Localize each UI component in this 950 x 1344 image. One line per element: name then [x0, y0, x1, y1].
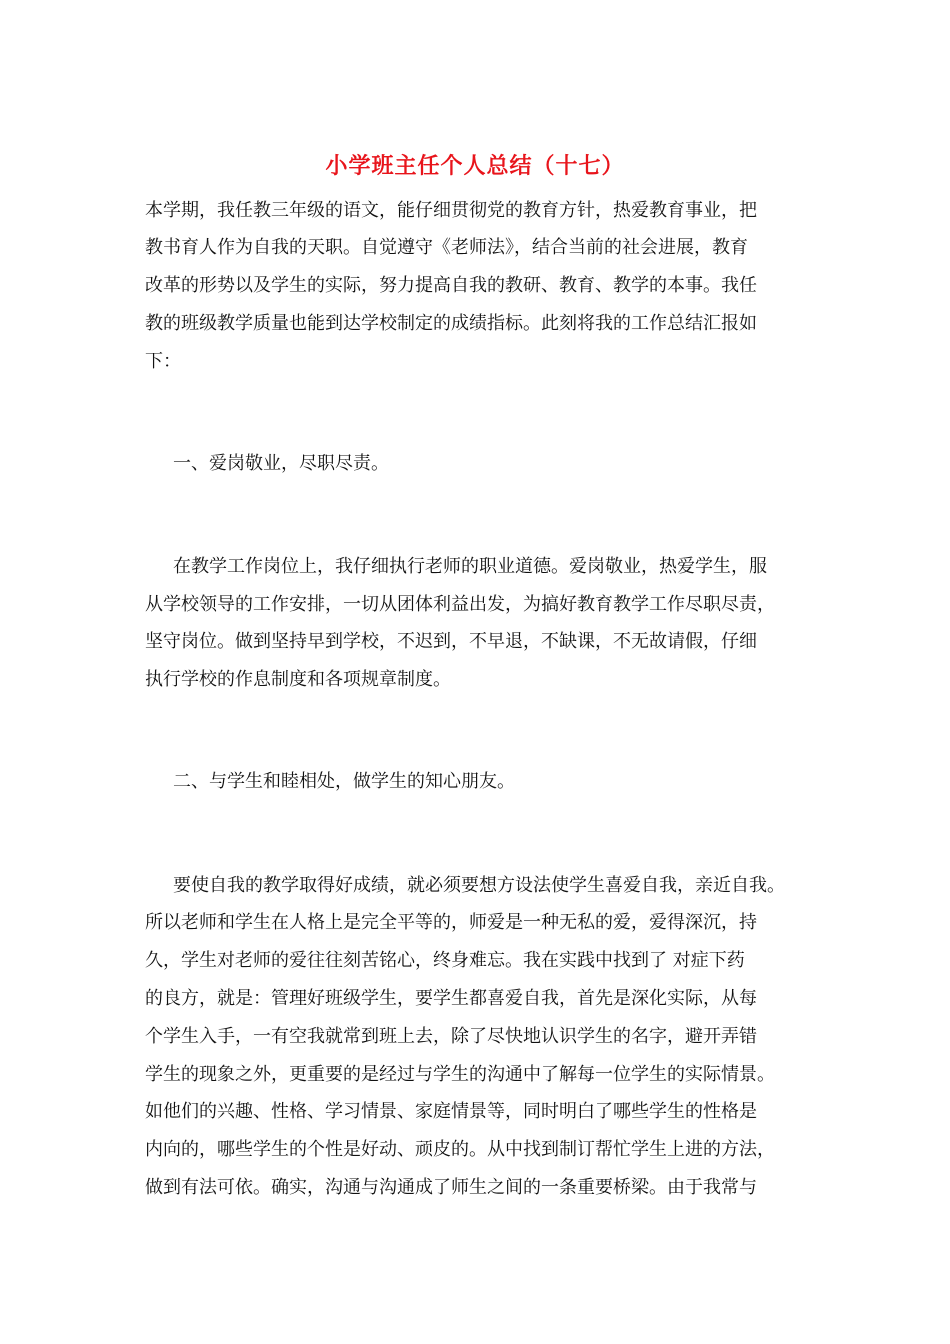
paragraph-3-line-9: 做到有法可依。确实，沟通与沟通成了师生之间的一条重要桥梁。由于我常与: [145, 1177, 757, 1198]
paragraph-2-line-2: 从学校领导的工作安排，一切从团体利益出发，为搞好教育教学工作尽职尽责，: [145, 594, 775, 615]
document-title: 小学班主任个人总结（十七）: [325, 153, 625, 179]
paragraph-3-line-3: 久，学生对老师的爱往往刻苦铭心，终身难忘。我在实践中找到了 对症下药: [145, 950, 745, 971]
paragraph-3-line-2: 所以老师和学生在人格上是完全平等的，师爱是一种无私的爱，爱得深沉，持: [145, 912, 757, 933]
paragraph-3-line-8: 内向的，哪些学生的个性是好动、顽皮的。从中找到制订帮忙学生上进的方法，: [145, 1139, 775, 1160]
paragraph-3-line-1: 要使自我的教学取得好成绩，就必须要想方设法使学生喜爱自我，亲近自我。: [173, 875, 785, 896]
paragraph-3-line-6: 学生的现象之外，更重要的是经过与学生的沟通中了解每一位学生的实际情景。: [145, 1064, 775, 1085]
section-heading-1: 一、爱岗敬业，尽职尽责。: [173, 453, 389, 474]
paragraph-1-line-2: 教书育人作为自我的天职。自觉遵守《老师法》，结合当前的社会进展，教育: [145, 237, 748, 258]
paragraph-2-line-3: 坚守岗位。做到坚持早到学校，不迟到，不早退，不缺课，不无故请假，仔细: [145, 631, 757, 652]
paragraph-1-line-3: 改革的形势以及学生的实际，努力提高自我的教研、教育、教学的本事。我任: [145, 275, 757, 296]
paragraph-2-line-1: 在教学工作岗位上，我仔细执行老师的职业道德。爱岗敬业，热爱学生，服: [173, 556, 767, 577]
paragraph-1-line-5: 下：: [145, 351, 181, 372]
paragraph-2-line-4: 执行学校的作息制度和各项规章制度。: [145, 669, 451, 690]
paragraph-1-line-4: 教的班级教学质量也能到达学校制定的成绩指标。此刻将我的工作总结汇报如: [145, 313, 757, 334]
section-heading-2: 二、与学生和睦相处，做学生的知心朋友。: [173, 771, 515, 792]
paragraph-3-line-7: 如他们的兴趣、性格、学习情景、家庭情景等，同时明白了哪些学生的性格是: [145, 1101, 757, 1122]
paragraph-1-line-1: 本学期，我任教三年级的语文，能仔细贯彻党的教育方针，热爱教育事业，把: [145, 200, 757, 221]
paragraph-3-line-5: 个学生入手，一有空我就常到班上去，除了尽快地认识学生的名字，避开弄错: [145, 1026, 757, 1047]
paragraph-3-line-4: 的良方，就是：管理好班级学生，要学生都喜爱自我，首先是深化实际，从每: [145, 988, 757, 1009]
